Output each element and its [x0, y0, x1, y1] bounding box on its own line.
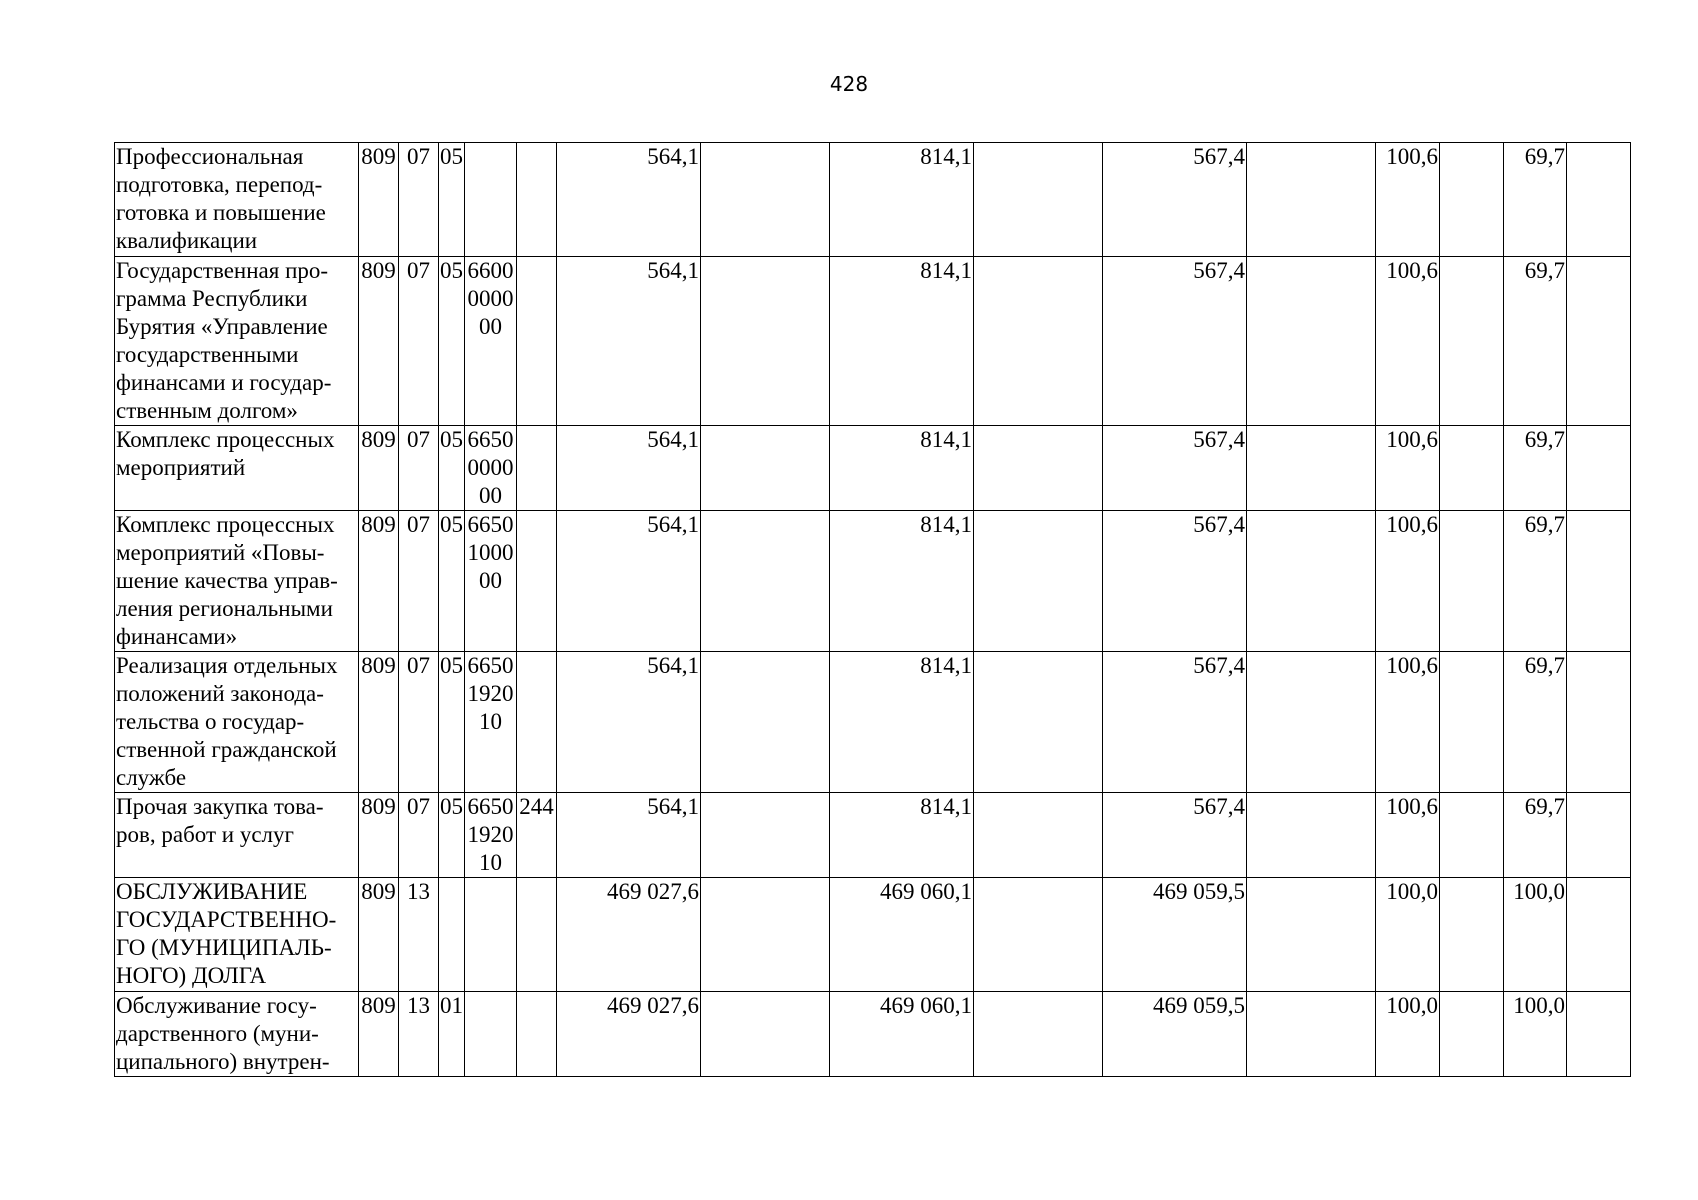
- empty-cell: [974, 652, 1103, 793]
- row-name: [115, 143, 359, 257]
- target-code-line: 1920: [467, 681, 514, 706]
- row-name-line: ления региональными: [116, 596, 333, 621]
- empty-cell: [1247, 511, 1376, 652]
- percent-1: 100,0: [1376, 878, 1440, 992]
- value-1: 564,1: [557, 511, 701, 652]
- subsection-code: 05: [439, 257, 465, 426]
- section-code: 07: [399, 652, 439, 793]
- percent-2: 100,0: [1504, 878, 1567, 992]
- row-name-line: мероприятий «Повы-: [116, 540, 325, 565]
- table-row: [115, 511, 1631, 652]
- percent-1: 100,6: [1376, 793, 1440, 878]
- target-code-line: 6650: [467, 794, 514, 819]
- admin-code: 809: [359, 793, 399, 878]
- empty-cell: [1567, 511, 1631, 652]
- table-row: [115, 426, 1631, 511]
- empty-cell: [974, 511, 1103, 652]
- admin-code: 809: [359, 426, 399, 511]
- expense-type-code: [517, 511, 557, 652]
- section-code: 07: [399, 143, 439, 257]
- value-1: 564,1: [557, 652, 701, 793]
- table-row: [115, 143, 1631, 257]
- target-code-line: 10: [479, 709, 502, 734]
- value-3: 567,4: [1103, 511, 1247, 652]
- value-2: 814,1: [830, 257, 974, 426]
- row-name-line: финансами»: [116, 624, 238, 649]
- row-name-line: Бурятия «Управление: [116, 314, 328, 339]
- row-name-line: Прочая закупка това-: [116, 794, 324, 819]
- value-1: 564,1: [557, 793, 701, 878]
- value-3: 567,4: [1103, 257, 1247, 426]
- target-code: [465, 511, 517, 652]
- row-name: [115, 992, 359, 1077]
- page-number: 428: [829, 72, 869, 96]
- empty-cell: [1567, 143, 1631, 257]
- row-name: [115, 652, 359, 793]
- percent-1: 100,6: [1376, 426, 1440, 511]
- empty-cell: [701, 143, 830, 257]
- row-name-line: дарственного (муни-: [116, 1021, 319, 1046]
- empty-cell: [1440, 143, 1504, 257]
- percent-2: 69,7: [1504, 426, 1567, 511]
- value-2: 814,1: [830, 793, 974, 878]
- table-row: [115, 257, 1631, 426]
- value-1: 469 027,6: [557, 992, 701, 1077]
- value-3: 567,4: [1103, 652, 1247, 793]
- empty-cell: [1440, 992, 1504, 1077]
- empty-cell: [974, 426, 1103, 511]
- percent-1: 100,6: [1376, 511, 1440, 652]
- empty-cell: [1247, 143, 1376, 257]
- row-name-line: ров, работ и услуг: [116, 822, 294, 847]
- expense-type-code: [517, 426, 557, 511]
- empty-cell: [701, 652, 830, 793]
- row-name: [115, 257, 359, 426]
- empty-cell: [701, 426, 830, 511]
- row-name-line: ГОСУДАРСТВЕННО-: [116, 907, 337, 932]
- empty-cell: [1440, 426, 1504, 511]
- empty-cell: [1567, 426, 1631, 511]
- row-name-line: грамма Республики: [116, 286, 308, 311]
- value-3: 469 059,5: [1103, 878, 1247, 992]
- value-2: 814,1: [830, 652, 974, 793]
- subsection-code: 05: [439, 426, 465, 511]
- empty-cell: [1567, 878, 1631, 992]
- value-1: 564,1: [557, 257, 701, 426]
- row-name-line: ОБСЛУЖИВАНИЕ: [116, 879, 308, 904]
- empty-cell: [1247, 793, 1376, 878]
- empty-cell: [701, 511, 830, 652]
- value-1: 564,1: [557, 426, 701, 511]
- value-2: 814,1: [830, 511, 974, 652]
- row-name-line: Обслуживание госу-: [116, 993, 317, 1018]
- expense-type-code: [517, 257, 557, 426]
- row-name-line: финансами и государ-: [116, 370, 332, 395]
- empty-cell: [1567, 992, 1631, 1077]
- percent-2: 69,7: [1504, 652, 1567, 793]
- subsection-code: 05: [439, 793, 465, 878]
- table-body: [115, 143, 1631, 1077]
- row-name: [115, 793, 359, 878]
- row-name: [115, 878, 359, 992]
- section-code: 13: [399, 992, 439, 1077]
- value-3: 567,4: [1103, 793, 1247, 878]
- row-name-line: НОГО) ДОЛГА: [116, 963, 267, 988]
- empty-cell: [701, 793, 830, 878]
- section-code: 07: [399, 793, 439, 878]
- target-code: [465, 793, 517, 878]
- section-code: 07: [399, 511, 439, 652]
- row-name-line: ственной гражданской: [116, 737, 337, 762]
- subsection-code: 01: [439, 992, 465, 1077]
- target-code-line: 00: [479, 483, 502, 508]
- admin-code: 809: [359, 257, 399, 426]
- percent-1: 100,0: [1376, 992, 1440, 1077]
- percent-2: 69,7: [1504, 511, 1567, 652]
- target-code-line: 10: [479, 850, 502, 875]
- percent-1: 100,6: [1376, 652, 1440, 793]
- value-1: 469 027,6: [557, 878, 701, 992]
- target-code: [465, 878, 517, 992]
- subsection-code: 05: [439, 143, 465, 257]
- row-name-line: подготовка, перепод-: [116, 172, 323, 197]
- empty-cell: [1567, 257, 1631, 426]
- value-2: 814,1: [830, 143, 974, 257]
- table-row: [115, 992, 1631, 1077]
- subsection-code: 05: [439, 511, 465, 652]
- value-2: 814,1: [830, 426, 974, 511]
- target-code: [465, 652, 517, 793]
- target-code-line: 6650: [467, 427, 514, 452]
- subsection-code: 05: [439, 652, 465, 793]
- row-name-line: государственными: [116, 342, 299, 367]
- target-code-line: 00: [479, 568, 502, 593]
- target-code: [465, 426, 517, 511]
- empty-cell: [1440, 257, 1504, 426]
- value-3: 469 059,5: [1103, 992, 1247, 1077]
- section-code: 13: [399, 878, 439, 992]
- expense-type-code: [517, 143, 557, 257]
- value-2: 469 060,1: [830, 992, 974, 1077]
- empty-cell: [1567, 793, 1631, 878]
- row-name-line: Реализация отдельных: [116, 653, 338, 678]
- row-name-line: готовка и повышение: [116, 200, 326, 225]
- target-code-line: 1000: [467, 540, 514, 565]
- percent-2: 100,0: [1504, 992, 1567, 1077]
- target-code-line: 6650: [467, 512, 514, 537]
- table-row: [115, 793, 1631, 878]
- section-code: 07: [399, 257, 439, 426]
- target-code-line: 1920: [467, 822, 514, 847]
- percent-1: 100,6: [1376, 257, 1440, 426]
- expense-type-code: 244: [517, 793, 557, 878]
- empty-cell: [1567, 652, 1631, 793]
- percent-2: 69,7: [1504, 143, 1567, 257]
- row-name-line: ципального) внутрен-: [116, 1049, 330, 1074]
- target-code: [465, 992, 517, 1077]
- row-name-line: мероприятий: [116, 455, 246, 480]
- row-name-line: тельства о государ-: [116, 709, 305, 734]
- admin-code: 809: [359, 992, 399, 1077]
- percent-2: 69,7: [1504, 793, 1567, 878]
- row-name: [115, 426, 359, 511]
- percent-2: 69,7: [1504, 257, 1567, 426]
- row-name-line: Комплекс процессных: [116, 427, 335, 452]
- empty-cell: [701, 992, 830, 1077]
- row-name-line: Государственная про-: [116, 258, 329, 283]
- target-code-line: 6650: [467, 653, 514, 678]
- empty-cell: [701, 257, 830, 426]
- row-name-line: Комплекс процессных: [116, 512, 335, 537]
- empty-cell: [1247, 426, 1376, 511]
- empty-cell: [1247, 878, 1376, 992]
- target-code: [465, 257, 517, 426]
- table-row: [115, 652, 1631, 793]
- target-code: [465, 143, 517, 257]
- expense-type-code: [517, 992, 557, 1077]
- row-name-line: квалификации: [116, 228, 258, 253]
- row-name-line: ГО (МУНИЦИПАЛЬ-: [116, 935, 332, 960]
- admin-code: 809: [359, 143, 399, 257]
- budget-table: [114, 142, 1631, 1077]
- target-code-line: 0000: [467, 455, 514, 480]
- row-name-line: шение качества управ-: [116, 568, 338, 593]
- empty-cell: [974, 793, 1103, 878]
- admin-code: 809: [359, 511, 399, 652]
- empty-cell: [1247, 992, 1376, 1077]
- empty-cell: [1440, 793, 1504, 878]
- empty-cell: [1440, 511, 1504, 652]
- empty-cell: [1247, 652, 1376, 793]
- empty-cell: [1440, 652, 1504, 793]
- row-name-line: ственным долгом»: [116, 398, 298, 423]
- table-row: [115, 878, 1631, 992]
- value-3: 567,4: [1103, 426, 1247, 511]
- value-2: 469 060,1: [830, 878, 974, 992]
- empty-cell: [974, 143, 1103, 257]
- expense-type-code: [517, 652, 557, 793]
- value-1: 564,1: [557, 143, 701, 257]
- empty-cell: [701, 878, 830, 992]
- target-code-line: 0000: [467, 286, 514, 311]
- row-name-line: положений законода-: [116, 681, 324, 706]
- admin-code: 809: [359, 878, 399, 992]
- row-name-line: Профессиональная: [116, 144, 304, 169]
- section-code: 07: [399, 426, 439, 511]
- row-name-line: службе: [116, 765, 187, 790]
- expense-type-code: [517, 878, 557, 992]
- empty-cell: [1440, 878, 1504, 992]
- target-code-line: 00: [479, 314, 502, 339]
- subsection-code: [439, 878, 465, 992]
- empty-cell: [974, 878, 1103, 992]
- empty-cell: [1247, 257, 1376, 426]
- empty-cell: [974, 257, 1103, 426]
- target-code-line: 6600: [467, 258, 514, 283]
- admin-code: 809: [359, 652, 399, 793]
- row-name: [115, 511, 359, 652]
- percent-1: 100,6: [1376, 143, 1440, 257]
- value-3: 567,4: [1103, 143, 1247, 257]
- empty-cell: [974, 992, 1103, 1077]
